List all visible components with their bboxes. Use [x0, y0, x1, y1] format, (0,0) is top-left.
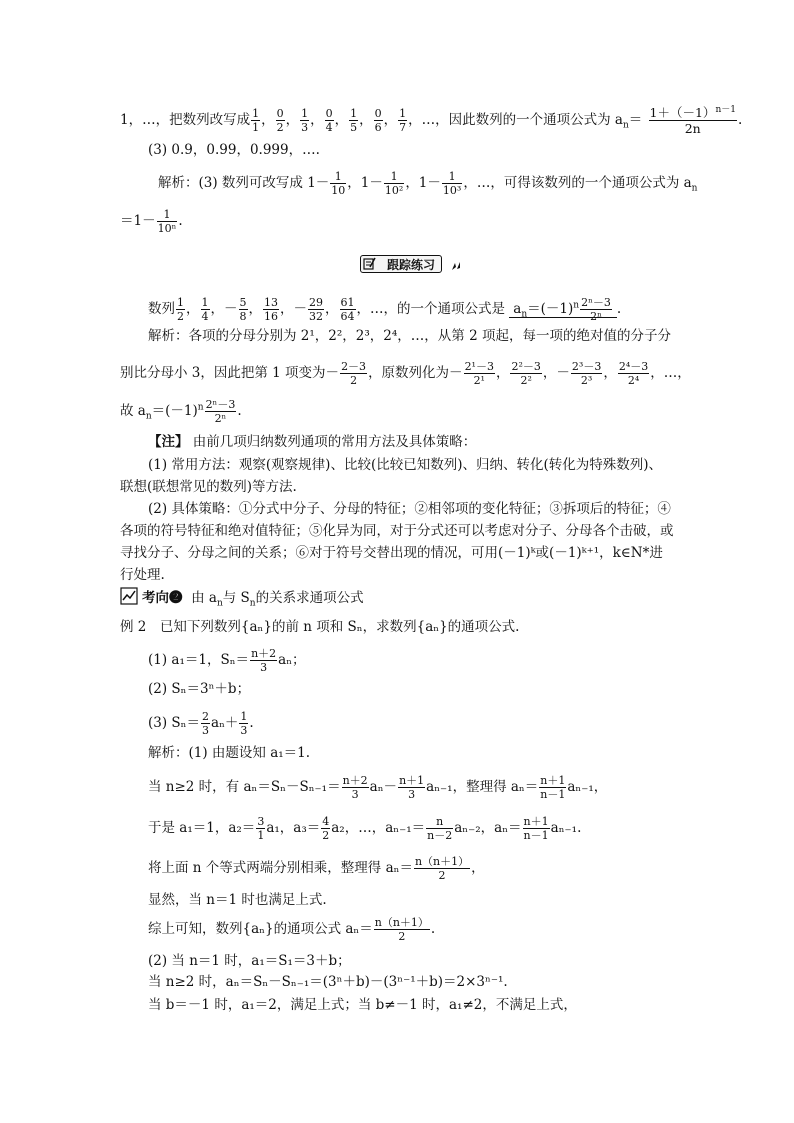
- note-line: 行处理.: [120, 567, 165, 583]
- text: 与 S: [222, 590, 250, 606]
- text: 综上可知，数列{aₙ}的通项公式 aₙ＝: [148, 921, 373, 937]
- numerator: 5: [239, 296, 247, 309]
- solution-line: [148, 774, 607, 801]
- numerator: 1: [240, 710, 248, 723]
- note-line: 各项的符号特征和绝对值特征；⑤化异为同，对于分式还可以考虑对分子、分母各个击破，或: [120, 523, 674, 539]
- denominator: 3: [260, 661, 268, 674]
- denominator: 3: [351, 788, 359, 801]
- text: ＝1－: [120, 213, 156, 229]
- separator: ，: [325, 301, 339, 317]
- text: ，－: [542, 365, 570, 381]
- numerator: 1: [384, 170, 404, 184]
- denominator: 3: [240, 724, 248, 737]
- denominator: n－2: [427, 829, 453, 842]
- numerator: 61: [340, 296, 355, 309]
- denominator: 7: [399, 121, 407, 134]
- fraction: [349, 107, 358, 134]
- note-heading: [148, 433, 476, 451]
- denominator: 16: [264, 310, 278, 323]
- text: 故 a: [120, 403, 146, 419]
- text: 1，…，把数列改写成: [120, 112, 251, 128]
- numerator: 13: [264, 296, 278, 309]
- text: a₂，…，aₙ₋₁＝: [331, 820, 426, 836]
- numerator: 0: [276, 107, 284, 120]
- text: aₙ；: [278, 652, 306, 668]
- fraction-list: [250, 107, 408, 134]
- text: ＝(－1): [151, 403, 198, 419]
- solution-line: 当 b＝－1 时，a₁＝2，满足上式；当 b≠－1 时，a₁≠2，不满足上式，: [148, 997, 577, 1013]
- text: ，: [495, 365, 510, 381]
- fraction: [176, 296, 185, 323]
- subscript: n: [521, 309, 528, 320]
- text: 由 a: [191, 590, 217, 606]
- practice-solution-line-1: 解析：各项的分母分别为 2¹，2²，2³，2⁴，…，从第 2 项起，每一项的绝对值的分子分: [148, 328, 671, 344]
- separator: ，－: [210, 301, 238, 317]
- subscript: n: [622, 120, 629, 131]
- denominator: 3: [408, 788, 416, 801]
- numerator: 2: [202, 710, 210, 723]
- text: ，…，因此数列的一个通项公式为 a: [408, 112, 623, 128]
- denominator: 1: [252, 121, 260, 134]
- fraction: [205, 398, 237, 425]
- text: ，…，的一个通项公式是: [356, 301, 505, 317]
- text: a₁，a₃＝: [266, 820, 321, 836]
- text: ，原数列化为－: [368, 365, 463, 381]
- solution-line: 显然，当 n＝1 时也满足上式.: [148, 892, 327, 908]
- example-2-statement: 例 2 已知下列数列{aₙ}的前 n 项和 Sₙ，求数列{aₙ}的通项公式.: [120, 619, 520, 635]
- numerator: 29: [309, 296, 323, 309]
- separator: ，: [359, 112, 373, 128]
- note-intro: 由前几项归纳数列通项的常用方法及具体策略：: [192, 434, 477, 450]
- denominator: 10ⁿ: [157, 222, 177, 235]
- example-2-part-3: [148, 710, 254, 737]
- solution-line: [148, 815, 581, 842]
- numerator: 1: [350, 107, 358, 120]
- text: 数列: [148, 301, 175, 317]
- numerator: 1: [252, 107, 260, 120]
- solution-line: [148, 916, 435, 943]
- superscript: n－1: [715, 104, 736, 115]
- text: 将上面 n 个等式两端分别相乘，整理得 aₙ＝: [148, 860, 413, 876]
- text: ，1－: [405, 175, 441, 191]
- line-solution-3-result: [120, 208, 183, 235]
- practice-question: [148, 296, 621, 323]
- denominator: 1: [257, 829, 265, 842]
- numerator: n＋1: [399, 774, 425, 787]
- denominator: 2¹: [473, 374, 485, 387]
- practice-solution-result: [120, 398, 242, 425]
- numerator: 1: [157, 208, 178, 222]
- numerator: 3: [257, 815, 265, 828]
- note-line: (1) 常用方法：观察(观察规律)、比较(比较已知数列)、归纳、转化(转化为特殊数列)、: [148, 457, 663, 473]
- fraction: [571, 360, 602, 387]
- text: .: [237, 403, 242, 419]
- text: aₙ₋₁，: [567, 779, 608, 795]
- text: 解析：(3) 数列可改写成 1－: [158, 175, 330, 191]
- separator: ，－: [280, 301, 307, 317]
- text: 的关系求通项公式: [255, 590, 364, 606]
- text: aₙ＋: [211, 715, 239, 731]
- numerator: n（n＋1）: [414, 855, 470, 868]
- denominator: 10²: [384, 184, 404, 197]
- fraction: [340, 360, 367, 387]
- denominator: 64: [340, 310, 355, 323]
- numerator: [649, 105, 737, 121]
- text: 于是 a₁＝1，a₂＝: [148, 820, 256, 836]
- numerator: 2¹－3: [464, 360, 494, 373]
- subscript: n: [145, 411, 152, 422]
- denominator: 5: [350, 121, 358, 134]
- text: a: [513, 301, 522, 317]
- numerator: n（n＋1）: [374, 916, 429, 929]
- numerator: n＋2: [342, 774, 368, 787]
- solution-line: [148, 855, 485, 882]
- trend-chart-icon: [120, 587, 138, 605]
- example-2-part-2: (2) Sₙ＝3ⁿ＋b；: [148, 681, 251, 697]
- denominator: 8: [239, 310, 247, 323]
- fraction: [523, 815, 550, 842]
- separator: ，: [334, 112, 349, 128]
- fraction: [539, 774, 566, 801]
- fraction: [239, 296, 248, 323]
- denominator: 3: [301, 121, 309, 134]
- fraction: [374, 107, 383, 134]
- note-line: 寻找分子、分母之间的关系；⑥对于符号交替出现的情况，可用(－1)ᵏ或(－1)ᵏ⁺¹，k∈N*进: [120, 545, 663, 561]
- denominator: 2n: [684, 121, 701, 136]
- denominator: 10³: [442, 184, 462, 197]
- num-text: 1＋（－1）: [649, 105, 716, 120]
- numerator: 2－3: [341, 360, 367, 373]
- numerator: 2⁴－3: [618, 360, 649, 373]
- fraction: [263, 296, 279, 323]
- fraction: [308, 296, 324, 323]
- note-label: 【注】: [148, 434, 189, 450]
- denominator: 6: [374, 121, 382, 134]
- numerator: 0: [374, 107, 382, 120]
- numerator: 1: [177, 296, 184, 309]
- text: .: [178, 213, 183, 229]
- fraction: [251, 107, 260, 134]
- separator: ，: [285, 112, 300, 128]
- section-heading: [142, 589, 364, 607]
- denominator: 2: [177, 310, 184, 323]
- fraction: [325, 107, 334, 134]
- text: .: [616, 301, 622, 317]
- text: .: [737, 112, 743, 128]
- practice-solution-line-2: [120, 360, 691, 387]
- denominator: 2³: [580, 374, 593, 387]
- fraction: [300, 107, 309, 134]
- subscript: n: [216, 598, 223, 609]
- line-sequence-rewrite: [120, 105, 742, 136]
- denominator: n－1: [523, 829, 549, 842]
- pencil-notebook-icon: [363, 257, 377, 270]
- numerator: n: [426, 815, 453, 829]
- note-line: 联想(联想常见的数列)等方法.: [120, 479, 297, 495]
- sparkle-icon: [450, 260, 462, 272]
- numerator: 1: [201, 296, 209, 309]
- solution-line: 当 n≥2 时，aₙ＝Sₙ－Sₙ₋₁＝(3ⁿ＋b)－(3ⁿ⁻¹＋b)＝2×3ⁿ⁻¹.: [148, 974, 508, 990]
- fraction: [374, 916, 430, 943]
- numerator: 2ⁿ－3: [205, 398, 236, 411]
- numerator: 4: [322, 815, 330, 828]
- numerator: 2²－3: [511, 360, 541, 373]
- subscript: n: [691, 183, 698, 194]
- text: .: [249, 715, 254, 731]
- denominator: 2⁴: [627, 374, 640, 387]
- note-line: (2) 具体策略：①分式中分子、分母的特征；②相邻项的变化特征；③拆项后的特征；④: [148, 501, 671, 517]
- fraction: [157, 208, 178, 235]
- answer-blank: [509, 296, 617, 323]
- text: (1) a₁＝1，Sₙ＝: [148, 652, 250, 668]
- separator: ，: [186, 301, 200, 317]
- denominator: 2²: [520, 374, 532, 387]
- numerator: 1: [442, 170, 462, 184]
- fraction: [384, 170, 404, 197]
- numerator: 2ⁿ－3: [581, 296, 611, 309]
- solution-line: 解析：(1) 由题设知 a₁＝1.: [148, 745, 311, 761]
- denominator: 2: [276, 121, 284, 134]
- text: ，: [471, 860, 485, 876]
- fraction: [398, 774, 425, 801]
- denominator: n－1: [540, 788, 566, 801]
- numerator: 1: [301, 107, 309, 120]
- problem-3: (3) 0.9，0.99，0.999，….: [148, 142, 320, 158]
- text: ，…，可得该数列的一个通项公式为 a: [463, 175, 692, 191]
- superscript: n: [573, 300, 580, 311]
- superscript: n: [197, 402, 204, 413]
- text: aₙ₋₂，aₙ＝: [454, 820, 522, 836]
- text: 别比分母小 3，因此把第 1 项变为－: [120, 365, 340, 381]
- subscript: n: [249, 598, 256, 609]
- badge-label: 跟踪练习: [386, 258, 435, 272]
- fraction: [239, 710, 248, 737]
- fraction: [276, 107, 285, 134]
- fraction: [256, 815, 265, 842]
- separator: ，: [261, 112, 275, 128]
- fraction: [464, 360, 495, 387]
- text: ，1－: [347, 175, 383, 191]
- numerator: 1: [399, 107, 407, 120]
- numerator: 2³－3: [571, 360, 602, 373]
- text: aₙ₋₁，整理得 aₙ＝: [426, 779, 539, 795]
- denominator: 2: [322, 829, 330, 842]
- denominator: 2: [350, 374, 358, 387]
- fraction: [250, 647, 277, 674]
- fraction: [321, 815, 330, 842]
- fraction: [426, 815, 453, 842]
- text: ，: [603, 365, 617, 381]
- separator: ，: [248, 301, 262, 317]
- denominator: 2ⁿ: [214, 412, 227, 425]
- text: aₙ－: [369, 779, 398, 795]
- numerator: n＋1: [523, 815, 549, 828]
- denominator: 2: [398, 930, 406, 943]
- separator: ，: [310, 112, 324, 128]
- text: (3) Sₙ＝: [148, 715, 201, 731]
- denominator: 2ⁿ: [590, 310, 602, 323]
- fraction: [201, 296, 210, 323]
- line-solution-3: [158, 170, 697, 197]
- fraction: [618, 360, 649, 387]
- text: ＝(－1): [527, 301, 574, 317]
- sequence-fractions: [175, 296, 357, 323]
- fraction: [342, 774, 369, 801]
- numerator: n＋1: [540, 774, 566, 787]
- fraction: [340, 296, 356, 323]
- text: aₙ₋₁.: [550, 820, 582, 836]
- fraction: [201, 710, 210, 737]
- fraction: [414, 855, 470, 882]
- example-2-part-1: [148, 647, 306, 674]
- denominator: 10: [331, 184, 346, 197]
- numerator: 0: [325, 107, 333, 120]
- numerator: 1: [330, 170, 346, 184]
- section-number: 考向❷: [142, 590, 183, 606]
- denominator: 4: [201, 310, 209, 323]
- denominator: 2: [438, 869, 446, 882]
- separator: ，: [383, 112, 398, 128]
- text: ＝: [628, 112, 643, 128]
- fraction: [510, 360, 541, 387]
- text: .: [430, 921, 436, 937]
- denominator: 4: [325, 121, 333, 134]
- solution-line: (2) 当 n＝1 时，a₁＝S₁＝3＋b；: [148, 953, 351, 969]
- denominator: 32: [309, 310, 323, 323]
- numerator: n＋2: [251, 647, 277, 660]
- fraction: [580, 296, 612, 323]
- fraction: [330, 170, 346, 197]
- denominator: 3: [202, 724, 210, 737]
- text: 当 n≥2 时，有 aₙ＝Sₙ－Sₙ₋₁＝: [148, 779, 341, 795]
- text: ，…，: [650, 365, 691, 381]
- general-term-fraction: [649, 105, 737, 136]
- fraction: [398, 107, 407, 134]
- fraction: [442, 170, 462, 197]
